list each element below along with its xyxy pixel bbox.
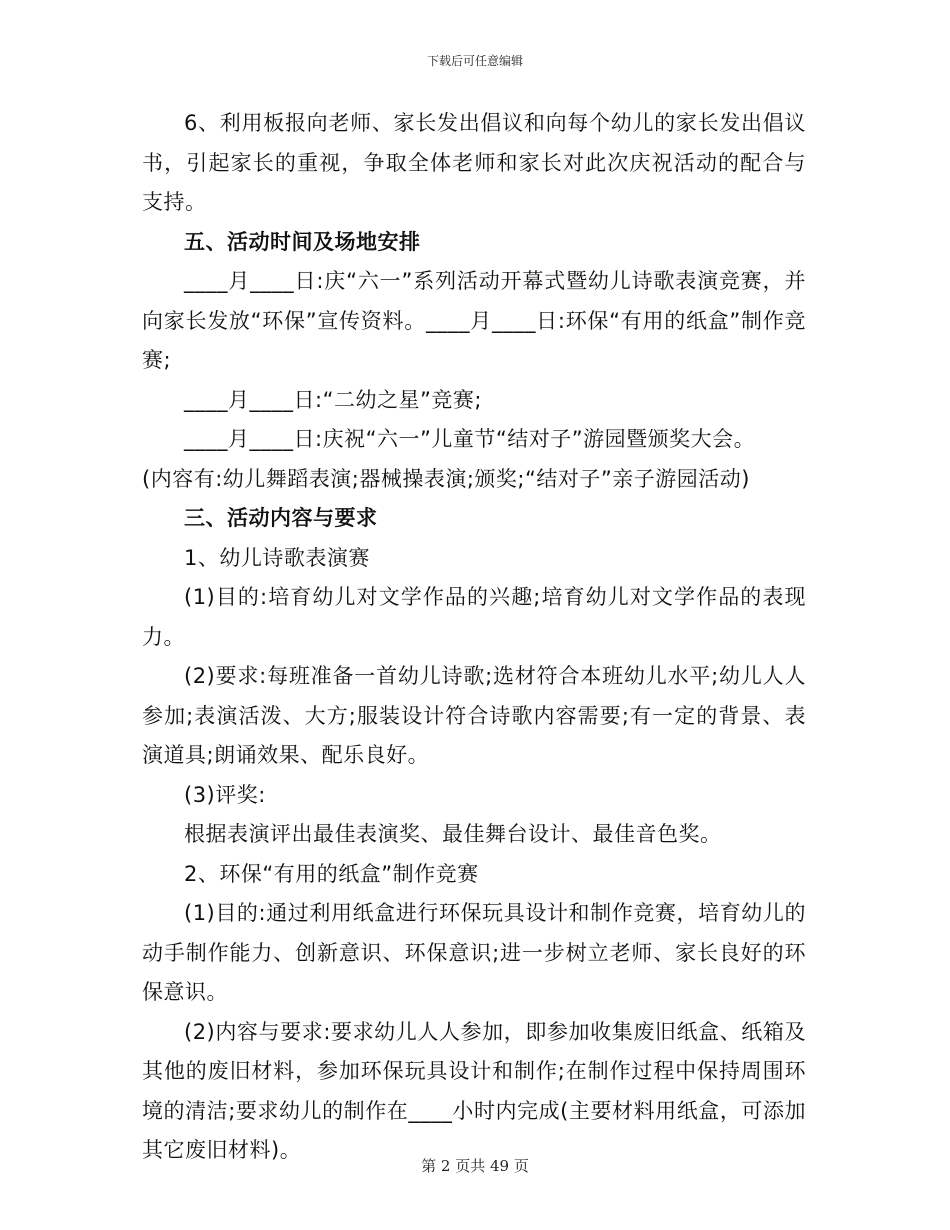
paragraph-item-6: 6、利用板报向老师、家长发出倡议和向每个幼儿的家长发出倡议书，引起家长的重视，争取全体老师和家长对此次庆祝活动的配合与支持。 (142, 111, 806, 214)
activity-2-purpose: (1)目的:通过利用纸盒进行环保玩具设计和制作竞赛，培育幼儿的动手制作能力、创新意识、环保意识;进一步树立老师、家长良好的环保意识。 (142, 901, 806, 1004)
section-heading-5: 五、活动时间及场地安排 (184, 229, 421, 254)
schedule-item-1: ____月____日:庆“六一”系列活动开幕式暨幼儿诗歌表演竞赛，并向家长发放“环保”宣传资料。____月____日:环保“有用的纸盒”制作竞赛; (142, 269, 806, 372)
activity-1-awards-text: 根据表演评出最佳表演奖、最佳舞台设计、最佳音色奖。 (184, 822, 722, 846)
activity-title-1: 1、幼儿诗歌表演赛 (184, 545, 370, 570)
activity-1-requirements: (2)要求:每班准备一首幼儿诗歌;选材符合本班幼儿水平;幼儿人人参加;表演活泼、大方;服装设计符合诗歌内容需要;有一定的背景、表演道具;朗诵效果、配乐良好。 (142, 664, 806, 767)
schedule-item-3: ____月____日:庆祝“六一”儿童节“结对子”游园暨颁奖大会。 (184, 427, 756, 451)
activity-title-2: 2、环保“有用的纸盒”制作竞赛 (184, 861, 479, 886)
page-footer: 第 2 页共 49 页 (421, 1157, 529, 1175)
activity-2-requirements: (2)内容与要求:要求幼儿人人参加，即参加收集废旧纸盒、纸箱及其他的废旧材料，参加环保玩具设计和制作;在制作过程中保持周围环境的清洁;要求幼儿的制作在____小时内完成(主要材料用纸盒，可添加其它废旧材料)。 (142, 1019, 806, 1162)
schedule-item-2: ____月____日:“二幼之星”竞赛; (184, 387, 482, 412)
schedule-item-3-details: (内容有:幼儿舞蹈表演;器械操表演;颁奖;“结对子”亲子游园活动) (142, 466, 750, 491)
activity-1-purpose: (1)目的:培育幼儿对文学作品的兴趣;培育幼儿对文学作品的表现力。 (142, 585, 806, 649)
page-header: 下载后可任意编辑 (426, 54, 523, 68)
document-body (142, 104, 806, 1171)
section-heading-3: 三、活动内容与要求 (184, 506, 378, 530)
activity-1-awards-label: (3)评奖: (184, 782, 266, 807)
